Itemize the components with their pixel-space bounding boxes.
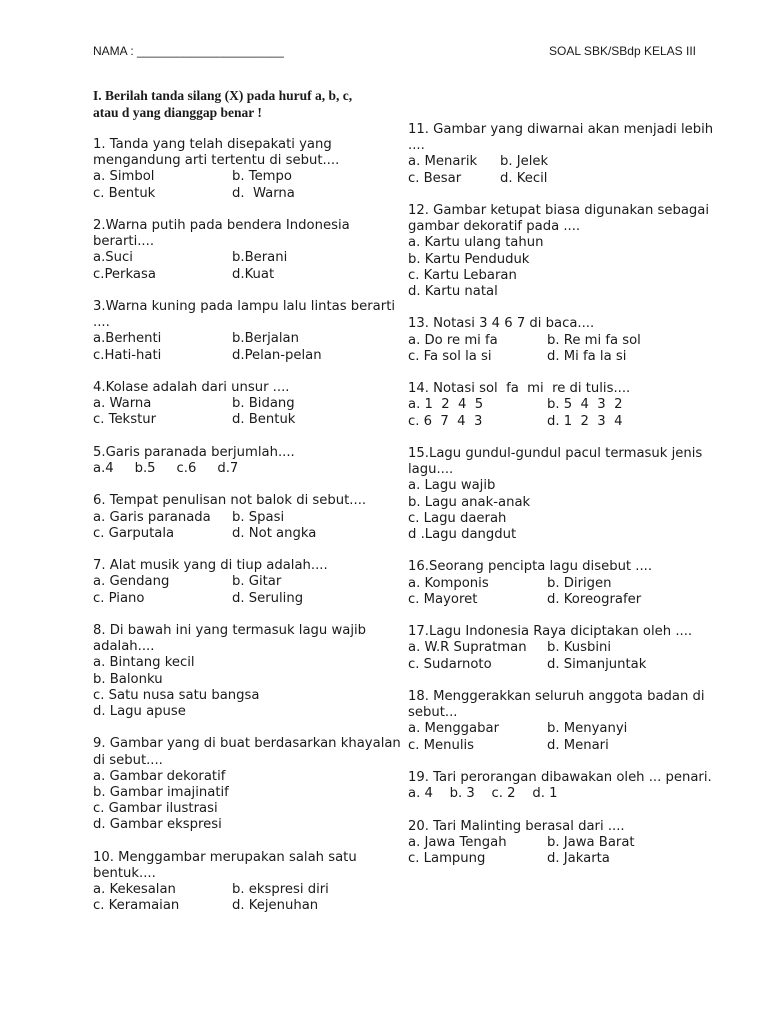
option-a: a. Menarik bbox=[408, 154, 478, 170]
option-c: c. Menulis bbox=[408, 737, 475, 753]
option-c: c. Fa sol la si bbox=[408, 348, 492, 364]
option-a: a. Gendang bbox=[93, 574, 170, 590]
option-a: a. W.R Supratman bbox=[408, 640, 527, 656]
question-19 bbox=[408, 770, 718, 802]
option-a: a. Do re mi fa bbox=[408, 332, 498, 348]
option-c: c. Mayoret bbox=[408, 591, 478, 607]
question-1 bbox=[93, 137, 403, 202]
question-text: 19. Tari perorangan dibawakan oleh ... penari. bbox=[408, 770, 712, 785]
question-text: 10. Menggambar merupakan salah satu bentuk.... bbox=[93, 849, 361, 881]
option-a: a. Komponis bbox=[408, 575, 489, 591]
question-6 bbox=[93, 493, 403, 542]
question-text: 8. Di bawah ini yang termasuk lagu wajib adalah.... bbox=[93, 622, 371, 655]
question-text: 11. Gambar yang diwarnai akan menjadi lebih .... bbox=[408, 122, 718, 154]
option-c: c. Lagu daerah bbox=[408, 510, 507, 526]
option-b: b. Re mi fa sol bbox=[547, 332, 641, 348]
question-20 bbox=[408, 819, 718, 868]
question-text: 4.Kolase adalah dari unsur .... bbox=[93, 380, 290, 395]
option-d: d. Simanjuntak bbox=[547, 656, 647, 672]
option-c: c. Lampung bbox=[408, 851, 486, 866]
option-c: c. Sudarnoto bbox=[408, 656, 492, 672]
option-c: c. Besar bbox=[408, 170, 462, 186]
option-c: c. 6 7 4 3 bbox=[408, 413, 483, 429]
option-c: c. Tekstur bbox=[93, 412, 157, 428]
option-a: a.Suci bbox=[93, 250, 133, 266]
option-c: c. Gambar ilustrasi bbox=[93, 801, 218, 817]
question-13 bbox=[408, 316, 718, 365]
option-d: d. Seruling bbox=[232, 590, 304, 606]
question-text: 5.Garis paranada berjumlah.... bbox=[93, 444, 295, 460]
option-b: b. Tempo bbox=[232, 169, 292, 185]
option-d: d. Kejenuhan bbox=[232, 898, 319, 914]
options-line: a. 4 b. 3 c. 2 d. 1 bbox=[408, 786, 558, 802]
question-text: 15.Lagu gundul-gundul pacul termasuk jenis lagu.... bbox=[408, 446, 707, 478]
option-a: a. Kartu ulang tahun bbox=[408, 235, 544, 251]
question-text: 2.Warna putih pada bendera Indonesia berarti.... bbox=[93, 218, 354, 250]
option-a: a. Lagu wajib bbox=[408, 478, 496, 494]
option-b: b. Bidang bbox=[232, 396, 295, 412]
left-column bbox=[93, 88, 403, 931]
name-field-label: NAMA : ______________________ bbox=[93, 44, 284, 58]
question-17 bbox=[408, 624, 718, 673]
option-a: a. Warna bbox=[93, 396, 152, 412]
question-text: 13. Notasi 3 4 6 7 di baca.... bbox=[408, 316, 595, 332]
option-d: d. Jakarta bbox=[547, 851, 610, 866]
option-a: a. Bintang kecil bbox=[93, 655, 195, 671]
option-d: d. Kecil bbox=[500, 170, 548, 186]
option-c: c. Bentuk bbox=[93, 185, 156, 201]
option-a: a.Berhenti bbox=[93, 331, 162, 347]
question-text: 18. Menggerakkan seluruh anggota badan di sebut... bbox=[408, 689, 709, 721]
option-b: b. ekspresi diri bbox=[232, 882, 329, 898]
option-a: a. Simbol bbox=[93, 169, 155, 185]
question-text: 14. Notasi sol fa mi re di tulis.... bbox=[408, 381, 631, 397]
option-d: d. Not angka bbox=[232, 525, 317, 541]
question-14 bbox=[408, 381, 718, 430]
option-b: b. Gitar bbox=[232, 574, 282, 590]
option-b: b. Dirigen bbox=[547, 575, 612, 591]
right-column bbox=[408, 122, 718, 883]
option-c: c.Hati-hati bbox=[93, 347, 162, 363]
question-8 bbox=[93, 623, 403, 720]
option-b: b.Berjalan bbox=[232, 331, 299, 347]
question-12 bbox=[408, 203, 718, 300]
option-b: b. Lagu anak-anak bbox=[408, 494, 531, 510]
question-text: 12. Gambar ketupat biasa digunakan sebagai gambar dekoratif pada .... bbox=[408, 203, 714, 235]
question-16 bbox=[408, 559, 718, 608]
option-b: b. 5 4 3 2 bbox=[547, 397, 623, 413]
question-text: 17.Lagu Indonesia Raya diciptakan oleh .... bbox=[408, 624, 693, 640]
option-b: b.Berani bbox=[232, 250, 288, 266]
question-7 bbox=[93, 558, 403, 607]
option-d: d. Koreografer bbox=[547, 591, 642, 607]
option-b: b. Kusbini bbox=[547, 640, 612, 656]
option-a: a. Gambar dekoratif bbox=[93, 768, 226, 784]
option-d: d. Menari bbox=[547, 737, 609, 753]
question-text: 9. Gambar yang di buat berdasarkan khayalan di sebut.... bbox=[93, 736, 405, 768]
question-text: 3.Warna kuning pada lampu lalu lintas berarti .... bbox=[93, 299, 400, 331]
option-c: c. Garputala bbox=[93, 525, 175, 541]
option-d: d. Mi fa la si bbox=[547, 348, 627, 364]
option-d: d. Lagu apuse bbox=[93, 704, 186, 719]
option-b: b. Balonku bbox=[93, 671, 163, 687]
instructions-heading: I. Berilah tanda silang (X) pada huruf a, b, c, atau d yang dianggap benar ! bbox=[93, 88, 353, 120]
options-line: a.4 b.5 c.6 d.7 bbox=[93, 461, 239, 476]
question-5 bbox=[93, 445, 403, 477]
option-b: b. Spasi bbox=[232, 509, 285, 525]
question-text: 16.Seorang pencipta lagu disebut .... bbox=[408, 559, 653, 575]
option-c: c. Satu nusa satu bangsa bbox=[93, 687, 260, 703]
question-3 bbox=[93, 299, 403, 364]
option-c: c. Piano bbox=[93, 590, 145, 606]
option-a: a. Jawa Tengah bbox=[408, 834, 507, 850]
option-a: a. 1 2 4 5 bbox=[408, 397, 484, 413]
option-b: b. Jelek bbox=[500, 154, 549, 170]
option-d: d.Kuat bbox=[232, 266, 275, 282]
option-d: d.Pelan-pelan bbox=[232, 347, 322, 363]
question-text: 7. Alat musik yang di tiup adalah.... bbox=[93, 558, 328, 574]
subject-title: SOAL SBK/SBdp KELAS III bbox=[549, 44, 696, 58]
option-d: d. Gambar ekspresi bbox=[93, 817, 222, 833]
question-18 bbox=[408, 689, 718, 754]
option-c: c. Kartu Lebaran bbox=[408, 267, 517, 283]
option-c: c.Perkasa bbox=[93, 266, 156, 282]
question-10 bbox=[93, 850, 403, 915]
option-b: b. Gambar imajinatif bbox=[93, 785, 229, 800]
option-a: a. Garis paranada bbox=[93, 509, 211, 525]
question-9 bbox=[93, 736, 403, 833]
question-text: 6. Tempat penulisan not balok di sebut.... bbox=[93, 493, 367, 509]
option-d: d. Bentuk bbox=[232, 412, 296, 428]
option-b: b. Kartu Penduduk bbox=[408, 251, 530, 267]
question-11 bbox=[408, 122, 718, 187]
option-b: b. Menyanyi bbox=[547, 721, 628, 737]
question-2 bbox=[93, 218, 403, 283]
option-a: a. Menggabar bbox=[408, 721, 500, 737]
question-text: 20. Tari Malinting berasal dari .... bbox=[408, 818, 625, 834]
option-c: c. Keramaian bbox=[93, 898, 180, 914]
question-4 bbox=[93, 380, 403, 429]
option-b: b. Jawa Barat bbox=[547, 834, 635, 850]
option-d: d. Warna bbox=[232, 185, 295, 201]
question-text: 1. Tanda yang telah disepakati yang mengandung arti tertentu di sebut.... bbox=[93, 137, 340, 169]
option-d: d .Lagu dangdut bbox=[408, 527, 517, 543]
question-15 bbox=[408, 446, 718, 543]
option-a: a. Kekesalan bbox=[93, 882, 176, 898]
option-d: d. Kartu natal bbox=[408, 284, 498, 300]
option-d: d. 1 2 3 4 bbox=[547, 413, 623, 429]
